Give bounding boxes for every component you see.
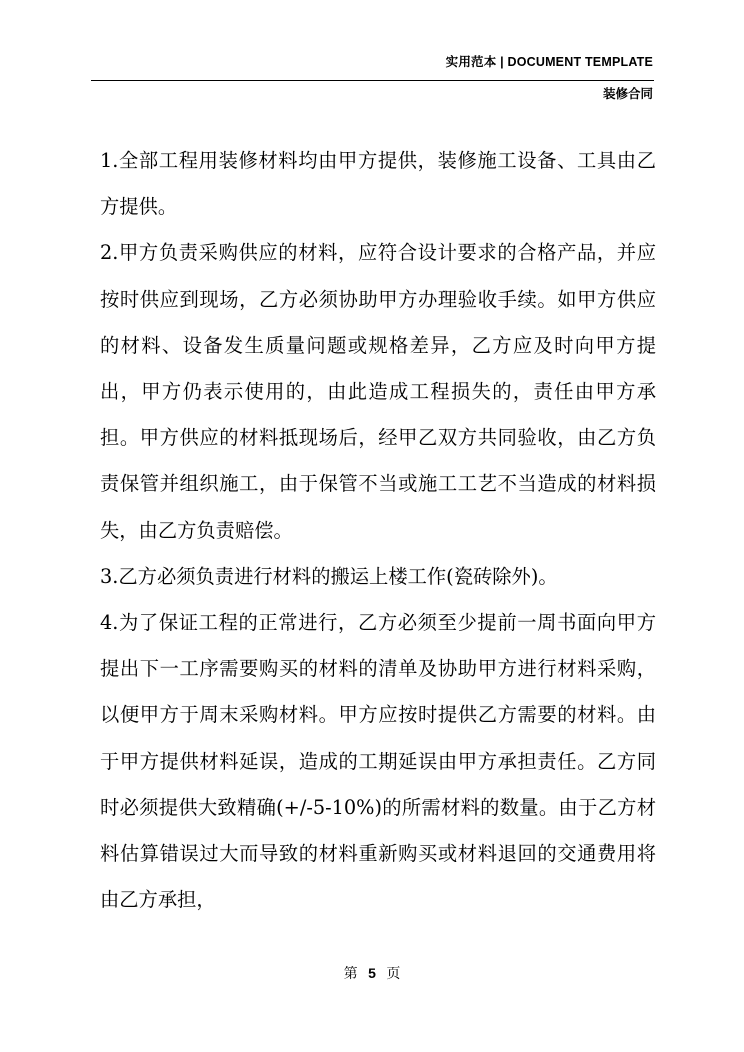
page-number: 5 (368, 965, 376, 981)
page-number-suffix: 页 (386, 966, 401, 982)
header-divider (91, 80, 654, 81)
clause-paragraph-3: 3.乙方必须负责进行材料的搬运上楼工作(瓷砖除外)。 (100, 564, 558, 588)
document-body (100, 138, 656, 923)
clause-paragraph-4: 4.为了保证工程的正常进行，乙方必须至少提前一周书面向甲方提出下一工序需要购买的材料的清单及协助甲方进行材料采购，以便甲方于周末采购材料。甲方应按时提供乙方需要的材料。由于甲方提供材料延误，造成的工期延误由甲方承担责任。乙方同时必须提供大致精确(+/-5-10%)的所需材料的数量。由于乙方材料估算错误过大而导致的材料重新购买或材料退回的交通费用将由乙方承担， (100, 611, 656, 912)
page-footer (0, 963, 744, 983)
header-document-type: 装修合同 (602, 87, 653, 101)
page-number-prefix: 第 (343, 966, 358, 982)
header-template-label: 实用范本 | DOCUMENT TEMPLATE (445, 55, 653, 69)
clause-paragraph-2: 2.甲方负责采购供应的材料，应符合设计要求的合格产品，并应按时供应到现场，乙方必须协助甲方办理验收手续。如甲方供应的材料、设备发生质量问题或规格差异，乙方应及时向甲方提出，甲方仍表示使用的，由此造成工程损失的，责任由甲方承担。甲方供应的材料抵现场后，经甲乙双方共同验收，由乙方负责保管并组织施工，由于保管不当或施工工艺不当造成的材料损失，由乙方负责赔偿。 (100, 241, 656, 542)
clause-paragraph-1: 1.全部工程用装修材料均由甲方提供，装修施工设备、工具由乙方提供。 (100, 149, 656, 219)
